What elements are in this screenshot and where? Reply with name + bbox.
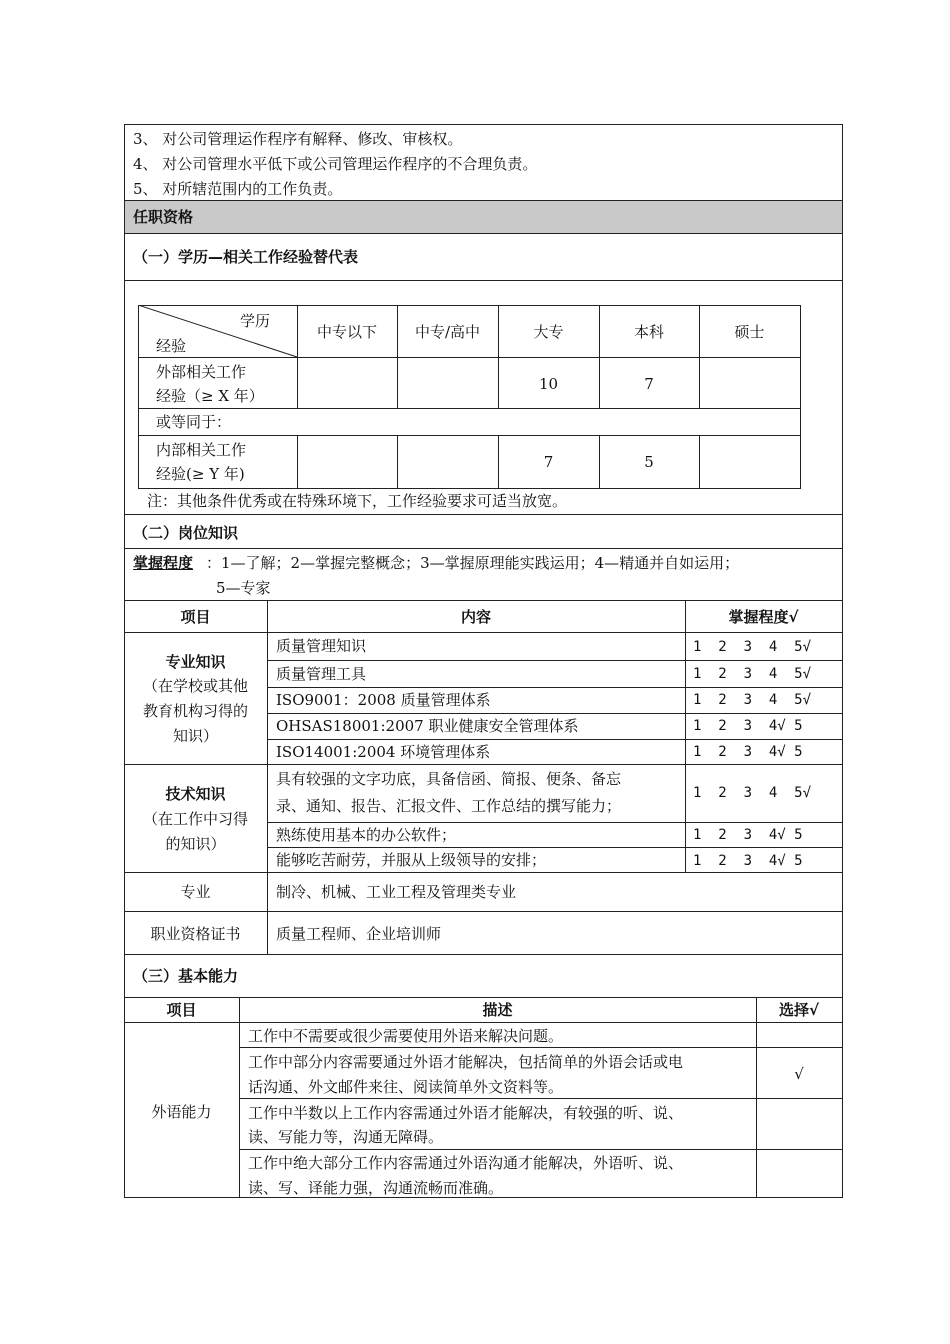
- divider: [124, 514, 843, 515]
- knowledge-content: ISO14001:2004 环境管理体系: [276, 743, 491, 761]
- knowledge-content: 质量管理工具: [276, 665, 367, 683]
- column-header: 大专: [533, 323, 564, 341]
- note: 注：其他条件优秀或在特殊环境下，工作经验要求可适当放宽。: [147, 492, 568, 510]
- professional-knowledge-desc: 知识）: [172, 727, 218, 745]
- divider: [124, 280, 843, 281]
- ability-header-desc: 描述: [482, 1001, 513, 1019]
- mastery-level: 1 2 3 4 5√: [693, 785, 812, 801]
- column-header: 本科: [633, 323, 664, 341]
- ability-desc: 工作中绝大部分工作内容需通过外语沟通才能解决，外语听、说、: [248, 1154, 684, 1172]
- foreign-language-label: 外语能力: [151, 1103, 212, 1121]
- column-header: 硕士: [734, 323, 765, 341]
- knowledge-content: 具有较强的文字功底，具备信函、简报、便条、备忘: [276, 770, 622, 788]
- table-cell: 7: [644, 375, 654, 393]
- mastery-legend: 5—专家: [216, 579, 271, 597]
- mastery-level: 1 2 3 4 5√: [693, 692, 812, 708]
- ability-desc: 话沟通、外文邮件来往、阅读简单外文资料等。: [248, 1078, 564, 1096]
- ability-choice-check: √: [794, 1065, 804, 1083]
- divider: [124, 200, 843, 201]
- major-label: 专业: [180, 883, 211, 901]
- table-cell: 10: [538, 375, 559, 393]
- equivalent-label: 或等同于：: [156, 413, 232, 431]
- responsibility-item: 4、 对公司管理水平低下或公司管理运作程序的不合理负责。: [133, 155, 538, 173]
- professional-knowledge-desc: （在学校或其他: [142, 677, 248, 695]
- knowledge-content: ISO9001：2008 质量管理体系: [276, 691, 491, 709]
- mastery-level: 1 2 3 4√ 5: [693, 827, 803, 843]
- professional-knowledge-desc: 教育机构习得的: [142, 702, 248, 720]
- mastery-label: 掌握程度: [133, 554, 194, 572]
- certificate-value: 质量工程师、企业培训师: [276, 925, 442, 943]
- divider: [124, 548, 843, 549]
- qualification-header: 任职资格: [133, 208, 194, 226]
- row-label-external: 经验（≥ X 年）: [156, 387, 264, 405]
- professional-knowledge-title: 专业知识: [165, 653, 226, 671]
- ability-desc: 读、写能力等，沟通无障碍。: [248, 1128, 444, 1146]
- knowledge-content: 质量管理知识: [276, 637, 367, 655]
- knowledge-content: 熟练使用基本的办公软件；: [276, 826, 457, 844]
- column-header: 中专以下: [316, 323, 377, 341]
- technical-knowledge-desc: （在工作中习得: [142, 810, 248, 828]
- divider: [124, 600, 843, 601]
- knowledge-content: 能够吃苦耐劳，并服从上级领导的安排；: [276, 851, 547, 869]
- major-value: 制冷、机械、工业工程及管理类专业: [276, 883, 517, 901]
- responsibility-item: 5、 对所辖范围内的工作负责。: [133, 180, 343, 198]
- responsibility-item: 3、 对公司管理运作程序有解释、修改、审核权。: [133, 130, 463, 148]
- mastery-level: 1 2 3 4√ 5: [693, 853, 803, 869]
- row-label-internal: 经验(≥ Y 年): [156, 465, 245, 483]
- knowledge-header-item: 项目: [180, 608, 211, 626]
- corner-label-education: 学历: [240, 312, 271, 330]
- mastery-level: 1 2 3 4 5√: [693, 666, 812, 682]
- row-label-internal: 内部相关工作: [156, 441, 247, 459]
- mastery-level: 1 2 3 4 5√: [693, 639, 812, 655]
- table-cell: 5: [644, 453, 654, 471]
- ability-desc: 工作中不需要或很少需要使用外语来解决问题。: [248, 1027, 564, 1045]
- divider: [124, 997, 843, 998]
- frame-top-border: [124, 124, 843, 125]
- divider: [124, 233, 843, 234]
- technical-knowledge-title: 技术知识: [165, 785, 226, 803]
- knowledge-content: OHSAS18001:2007 职业健康安全管理体系: [276, 717, 579, 735]
- ability-desc: 读、写、译能力强，沟通流畅而准确。: [248, 1179, 504, 1197]
- mastery-legend: ：1—了解；2—掌握完整概念；3—掌握原理能实践运用；4—精通并自如运用；: [206, 554, 740, 572]
- knowledge-content: 录、通知、报告、汇报文件、工作总结的撰写能力；: [276, 797, 622, 815]
- section2-title: （二）岗位知识: [133, 524, 239, 542]
- ability-desc: 工作中部分内容需要通过外语才能解决，包括简单的外语会话或电: [248, 1053, 684, 1071]
- certificate-label: 职业资格证书: [150, 925, 241, 943]
- ability-desc: 工作中半数以上工作内容需通过外语才能解决，有较强的听、说、: [248, 1104, 684, 1122]
- section1-title: （一）学历—相关工作经验替代表: [133, 248, 359, 266]
- qualification-header-bg: [125, 201, 842, 233]
- row-label-external: 外部相关工作: [156, 363, 247, 381]
- table-cell: 7: [543, 453, 554, 471]
- section3-title: （三）基本能力: [133, 967, 239, 985]
- frame-right-border: [842, 124, 843, 1198]
- knowledge-header-level: 掌握程度√: [728, 608, 799, 626]
- mastery-level: 1 2 3 4√ 5: [693, 744, 803, 760]
- technical-knowledge-desc: 的知识）: [165, 835, 226, 853]
- knowledge-header-content: 内容: [460, 608, 491, 626]
- corner-label-experience: 经验: [156, 337, 187, 355]
- ability-header-item: 项目: [166, 1001, 197, 1019]
- mastery-level: 1 2 3 4√ 5: [693, 718, 803, 734]
- ability-header-choice: 选择√: [778, 1001, 819, 1019]
- column-header: 中专/高中: [414, 323, 481, 341]
